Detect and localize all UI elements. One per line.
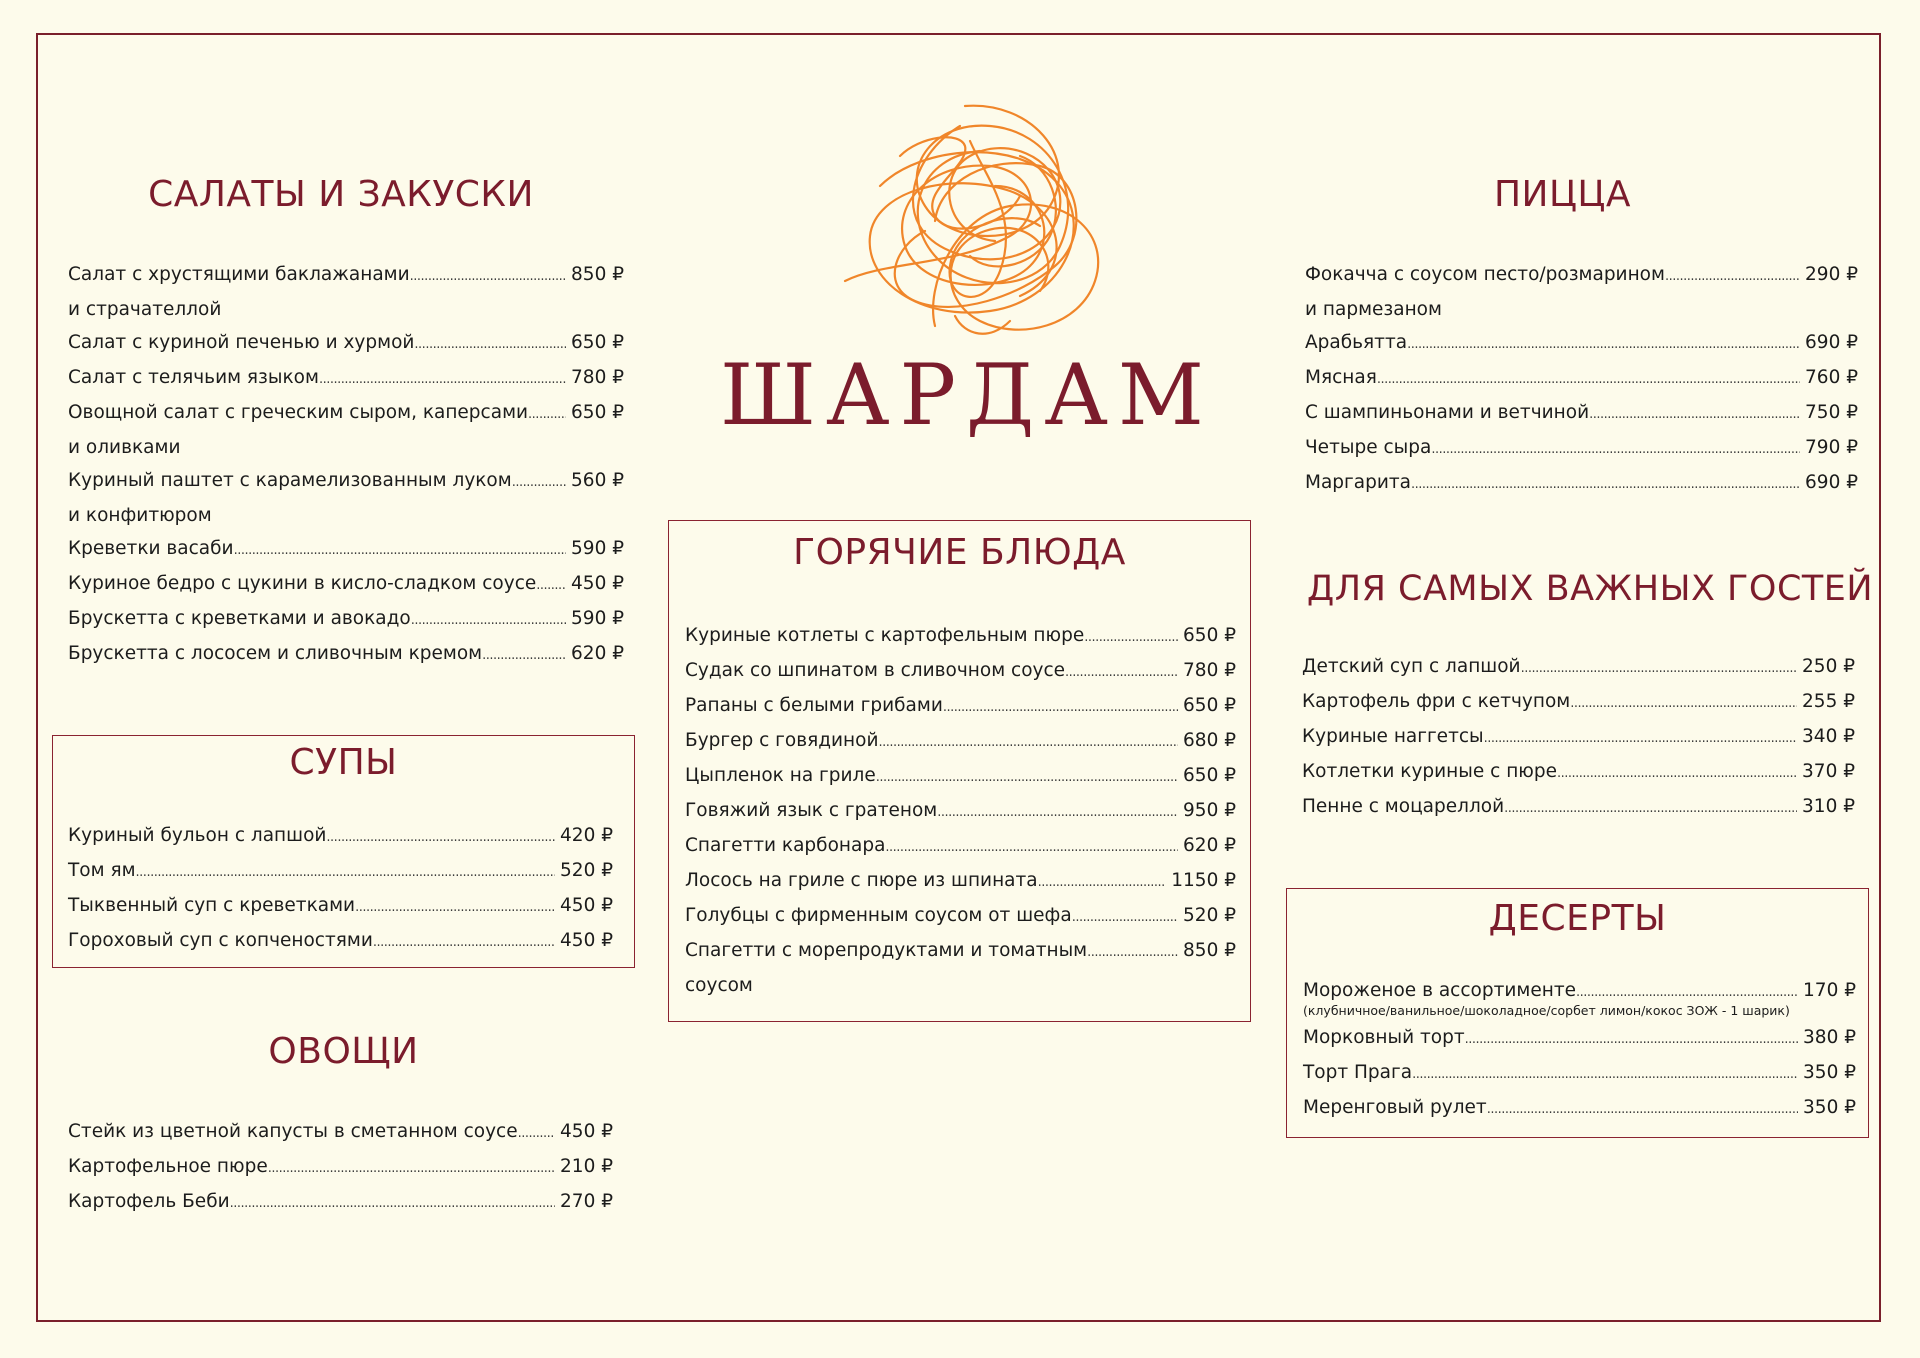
- menu-item: [68, 258, 624, 326]
- menu-item-row: [68, 532, 624, 567]
- menu-item-name: Цыпленок на гриле: [685, 765, 876, 786]
- menu-item: [1305, 258, 1858, 326]
- menu-item: [1303, 974, 1856, 1019]
- menu-item-name: Фокачча с соусом песто/розмарином: [1305, 264, 1665, 285]
- menu-item-price: 650 ₽: [1183, 765, 1236, 786]
- menu-item-row: [68, 889, 613, 924]
- menu-item: [685, 619, 1236, 654]
- menu-item-name-continued: и пармезаном: [1305, 299, 1442, 320]
- menu-item-name: Тыквенный суп с креветками: [68, 895, 356, 916]
- menu-item: [68, 889, 613, 924]
- dot-leader: [1570, 687, 1797, 720]
- menu-item-price: 620 ₽: [571, 643, 624, 664]
- menu-item-name: Картофель Беби: [68, 1191, 230, 1212]
- menu-item-row: [68, 1185, 613, 1220]
- dot-leader: [136, 856, 555, 889]
- menu-item-name: Картофельное пюре: [68, 1156, 268, 1177]
- dot-leader: [355, 891, 555, 924]
- menu-item-row: [68, 326, 624, 361]
- menu-item: [1303, 1056, 1856, 1091]
- menu-item-name: Брускетта с креветками и авокадо: [68, 608, 411, 629]
- menu-list-hot: [685, 619, 1236, 1002]
- menu-item-row: [68, 1150, 613, 1185]
- dot-leader: [1065, 656, 1178, 689]
- menu-item-name: Четыре сыра: [1305, 437, 1432, 458]
- menu-item-price: 650 ₽: [571, 332, 624, 353]
- menu-item-price: 780 ₽: [1183, 660, 1236, 681]
- menu-item-name: Куриный бульон с лапшой: [68, 825, 327, 846]
- dot-leader: [1072, 901, 1178, 934]
- menu-item: [68, 532, 624, 567]
- menu-item-name: Брускетта с лососем и сливочным кремом: [68, 643, 483, 664]
- menu-item: [68, 637, 624, 672]
- menu-item-price: 370 ₽: [1802, 761, 1855, 782]
- menu-item-name: Куриные котлеты с картофельным пюре: [685, 625, 1085, 646]
- menu-list-kids: [1302, 650, 1855, 825]
- menu-item-name: С шампиньонами и ветчиной: [1305, 402, 1590, 423]
- menu-item-name: Спагетти карбонара: [685, 835, 886, 856]
- menu-item: [68, 924, 613, 959]
- menu-item-row: [1302, 720, 1855, 755]
- menu-item-row: [685, 619, 1236, 654]
- section-vegetables: [52, 1027, 635, 1227]
- menu-item-row: [1305, 396, 1858, 431]
- menu-item-name: Салат с телячьим языком: [68, 367, 319, 388]
- menu-item-price: 590 ₽: [571, 538, 624, 559]
- menu-item-price: 590 ₽: [571, 608, 624, 629]
- menu-item-row: [685, 934, 1236, 969]
- dot-leader: [326, 821, 555, 854]
- section-title-pizza: ПИЦЦА: [1493, 174, 1632, 215]
- menu-item: [685, 724, 1236, 759]
- menu-item-name: Пенне с моцареллой: [1302, 796, 1505, 817]
- dot-leader: [234, 534, 566, 567]
- menu-item-name: Салат с куриной печенью и хурмой: [68, 332, 415, 353]
- menu-item-price: 790 ₽: [1805, 437, 1858, 458]
- dot-leader: [536, 569, 566, 602]
- section-title-desserts: ДЕСЕРТЫ: [1488, 898, 1667, 939]
- menu-item-row: [1305, 361, 1858, 396]
- menu-item: [68, 361, 624, 396]
- dot-leader: [1487, 1093, 1798, 1126]
- dot-leader: [1411, 468, 1800, 501]
- menu-item: [68, 1115, 613, 1150]
- menu-item-row: [685, 829, 1236, 864]
- dot-leader: [1038, 866, 1167, 899]
- menu-item-row: [1302, 790, 1855, 825]
- menu-item: [68, 1150, 613, 1185]
- menu-item-row: [1302, 755, 1855, 790]
- menu-item: [68, 326, 624, 361]
- dot-leader: [512, 466, 566, 499]
- menu-item: [1303, 1091, 1856, 1126]
- menu-item-name: Куриные наггетсы: [1302, 726, 1484, 747]
- menu-item-row: [1303, 1091, 1856, 1126]
- dot-leader: [1665, 260, 1800, 293]
- menu-item: [685, 689, 1236, 724]
- menu-item-price: 520 ₽: [560, 860, 613, 881]
- menu-item-row: [68, 637, 624, 672]
- menu-item: [1305, 361, 1858, 396]
- menu-item-name: Салат с хрустящими баклажанами: [68, 264, 410, 285]
- dot-leader: [1084, 621, 1178, 654]
- menu-list-salads: [68, 258, 624, 672]
- dot-leader: [1589, 398, 1800, 431]
- menu-item-price: 620 ₽: [1183, 835, 1236, 856]
- menu-list-vegetables: [68, 1115, 613, 1220]
- menu-item-price: 350 ₽: [1803, 1062, 1856, 1083]
- dot-leader: [943, 691, 1178, 724]
- menu-item: [68, 567, 624, 602]
- menu-item: [1305, 326, 1858, 361]
- dot-leader: [885, 831, 1178, 864]
- menu-item-price: 350 ₽: [1803, 1097, 1856, 1118]
- menu-item-price: 250 ₽: [1802, 656, 1855, 677]
- menu-item: [68, 819, 613, 854]
- section-pizza: [1300, 170, 1865, 500]
- section-kids: [1300, 565, 1874, 835]
- section-title-soups: СУПЫ: [289, 742, 398, 783]
- menu-item-row: [68, 854, 613, 889]
- dot-leader: [268, 1152, 555, 1185]
- dot-leader: [937, 796, 1178, 829]
- menu-item-note: (клубничное/ванильное/шоколадное/сорбет лимон/кокос ЗОЖ - 1 шарик): [1303, 1003, 1790, 1018]
- menu-item: [1302, 650, 1855, 685]
- menu-item-row: [1303, 1056, 1856, 1091]
- dot-leader: [878, 726, 1178, 759]
- menu-item-name: Детский суп с лапшой: [1302, 656, 1521, 677]
- menu-item-name: Лосось на гриле с пюре из шпината: [685, 870, 1038, 891]
- menu-item-name: Стейк из цветной капусты в сметанном соусе: [68, 1121, 518, 1142]
- menu-item: [685, 899, 1236, 934]
- menu-item-row: [1302, 685, 1855, 720]
- menu-item-row: [1305, 258, 1858, 293]
- brand-wordmark: ШАРДАМ: [720, 346, 1214, 444]
- menu-item-row: [68, 602, 624, 637]
- dot-leader: [1087, 936, 1178, 969]
- menu-item-name: Маргарита: [1305, 472, 1411, 493]
- menu-item-name-continued: и оливками: [68, 437, 181, 458]
- section-soups: [52, 735, 635, 968]
- menu-item: [68, 464, 624, 532]
- menu-item-row: [1303, 1021, 1856, 1056]
- menu-item: [685, 864, 1236, 899]
- menu-item-row: [685, 724, 1236, 759]
- menu-item-name: Том ям: [68, 860, 136, 881]
- menu-item-price: 850 ₽: [1183, 940, 1236, 961]
- menu-item-price: 750 ₽: [1805, 402, 1858, 423]
- menu-item: [1305, 466, 1858, 501]
- dot-leader: [528, 398, 566, 431]
- menu-item-price: 450 ₽: [571, 573, 624, 594]
- dot-leader: [1465, 1023, 1798, 1056]
- menu-item-price: 380 ₽: [1803, 1027, 1856, 1048]
- menu-item-price: 650 ₽: [1183, 695, 1236, 716]
- menu-item-row: [68, 464, 624, 499]
- menu-item-price: 255 ₽: [1802, 691, 1855, 712]
- section-title-hot: ГОРЯЧИЕ БЛЮДА: [793, 532, 1126, 573]
- menu-item-price: 210 ₽: [560, 1156, 613, 1177]
- dot-leader: [1377, 363, 1800, 396]
- menu-item: [1302, 685, 1855, 720]
- menu-item-price: 310 ₽: [1802, 796, 1855, 817]
- menu-item-price: 760 ₽: [1805, 367, 1858, 388]
- menu-item-name: Меренговый рулет: [1303, 1097, 1487, 1118]
- dot-leader: [411, 604, 566, 637]
- dot-leader: [1504, 792, 1797, 825]
- dot-leader: [230, 1187, 555, 1220]
- dot-leader: [414, 328, 566, 361]
- menu-item: [685, 934, 1236, 1002]
- dot-leader: [1484, 722, 1797, 755]
- menu-item-price: 290 ₽: [1805, 264, 1858, 285]
- menu-item: [68, 854, 613, 889]
- menu-item-name-continued: и страчателлой: [68, 299, 222, 320]
- menu-item-name: Креветки васаби: [68, 538, 234, 559]
- dot-leader: [410, 260, 566, 293]
- menu-item-price: 680 ₽: [1183, 730, 1236, 751]
- menu-list-soups: [68, 819, 613, 959]
- menu-item-row: [68, 819, 613, 854]
- menu-item-name: Голубцы с фирменным соусом от шефа: [685, 905, 1072, 926]
- menu-item-price: 950 ₽: [1183, 800, 1236, 821]
- menu-item-price: 780 ₽: [571, 367, 624, 388]
- menu-list-desserts: [1303, 974, 1856, 1126]
- menu-item-name-continued: и конфитюром: [68, 505, 212, 526]
- dot-leader: [876, 761, 1178, 794]
- menu-item-price: 450 ₽: [560, 895, 613, 916]
- menu-item: [1302, 790, 1855, 825]
- menu-item-price: 690 ₽: [1805, 332, 1858, 353]
- menu-item-name: Гороховый суп с копченостями: [68, 930, 373, 951]
- menu-item-name: Бургер с говядиной: [685, 730, 879, 751]
- menu-item-row: [685, 654, 1236, 689]
- menu-item-name: Судак со шпинатом в сливочном соусе: [685, 660, 1066, 681]
- menu-item-price: 450 ₽: [560, 930, 613, 951]
- menu-item-name: Овощной салат с греческим сыром, каперсами: [68, 402, 529, 423]
- section-title-kids: ДЛЯ САМЫХ ВАЖНЫХ ГОСТЕЙ: [1306, 569, 1874, 609]
- menu-item-price: 520 ₽: [1183, 905, 1236, 926]
- menu-item: [685, 794, 1236, 829]
- menu-item-name: Торт Прага: [1303, 1062, 1413, 1083]
- menu-item: [1302, 755, 1855, 790]
- menu-item-price: 420 ₽: [560, 825, 613, 846]
- menu-item-price: 690 ₽: [1805, 472, 1858, 493]
- menu-item-row: [1305, 466, 1858, 501]
- menu-item-row: [68, 396, 624, 431]
- menu-item-row: [685, 689, 1236, 724]
- menu-item-row: [68, 1115, 613, 1150]
- menu-item-price: 1150 ₽: [1171, 870, 1236, 891]
- dot-leader: [1407, 328, 1800, 361]
- menu-item-price: 170 ₽: [1803, 980, 1856, 1001]
- menu-item-row: [68, 258, 624, 293]
- section-desserts: [1286, 888, 1869, 1138]
- menu-item: [1302, 720, 1855, 755]
- menu-item-price: 650 ₽: [1183, 625, 1236, 646]
- menu-item-row: [1305, 326, 1858, 361]
- menu-item-row: [68, 361, 624, 396]
- menu-item: [685, 654, 1236, 689]
- menu-item-name-continued: соусом: [685, 975, 753, 996]
- menu-item-name: Арабьятта: [1305, 332, 1408, 353]
- dot-leader: [373, 926, 555, 959]
- dot-leader: [518, 1117, 555, 1150]
- menu-item-row: [1305, 431, 1858, 466]
- section-hot: [668, 520, 1251, 1022]
- menu-item-row: [685, 899, 1236, 934]
- menu-item-row: [68, 924, 613, 959]
- menu-item-price: 450 ₽: [560, 1121, 613, 1142]
- menu-item-name: Мясная: [1305, 367, 1377, 388]
- menu-item-row: [685, 794, 1236, 829]
- menu-item-name: Говяжий язык с гратеном: [685, 800, 938, 821]
- menu-item-name: Куриный паштет с карамелизованным луком: [68, 470, 512, 491]
- dot-leader: [482, 639, 566, 672]
- menu-item-price: 270 ₽: [560, 1191, 613, 1212]
- menu-item: [1305, 431, 1858, 466]
- dot-leader: [1557, 757, 1797, 790]
- menu-item-row: [685, 864, 1236, 899]
- menu-list-pizza: [1305, 258, 1858, 501]
- menu-item: [68, 1185, 613, 1220]
- menu-item: [68, 602, 624, 637]
- menu-item-name: Мороженое в ассортименте: [1303, 980, 1576, 1001]
- menu-item-row: [1302, 650, 1855, 685]
- menu-item: [685, 829, 1236, 864]
- menu-item-name: Куриное бедро с цукини в кисло-сладком соусе: [68, 573, 537, 594]
- menu-item: [1303, 1021, 1856, 1056]
- menu-item: [1305, 396, 1858, 431]
- menu-item-row: [685, 759, 1236, 794]
- section-title-vegetables: ОВОЩИ: [268, 1031, 419, 1072]
- menu-item: [685, 759, 1236, 794]
- menu-item-name: Картофель фри с кетчупом: [1302, 691, 1571, 712]
- menu-item-name: Спагетти с морепродуктами и томатным: [685, 940, 1088, 961]
- section-title-salads: САЛАТЫ И ЗАКУСКИ: [148, 174, 534, 215]
- menu-item-name: Котлетки куриные с пюре: [1302, 761, 1557, 782]
- dot-leader: [319, 363, 566, 396]
- menu-item-price: 340 ₽: [1802, 726, 1855, 747]
- menu-item-name: Морковный торт: [1303, 1027, 1465, 1048]
- menu-item-name: Рапаны с белыми грибами: [685, 695, 943, 716]
- dot-leader: [1412, 1058, 1798, 1091]
- menu-item-row: [68, 567, 624, 602]
- dot-leader: [1521, 652, 1797, 685]
- menu-item-price: 650 ₽: [571, 402, 624, 423]
- menu-item-price: 850 ₽: [571, 264, 624, 285]
- menu-item: [68, 396, 624, 464]
- dot-leader: [1431, 433, 1800, 466]
- menu-item-price: 560 ₽: [571, 470, 624, 491]
- section-salads: [66, 170, 626, 670]
